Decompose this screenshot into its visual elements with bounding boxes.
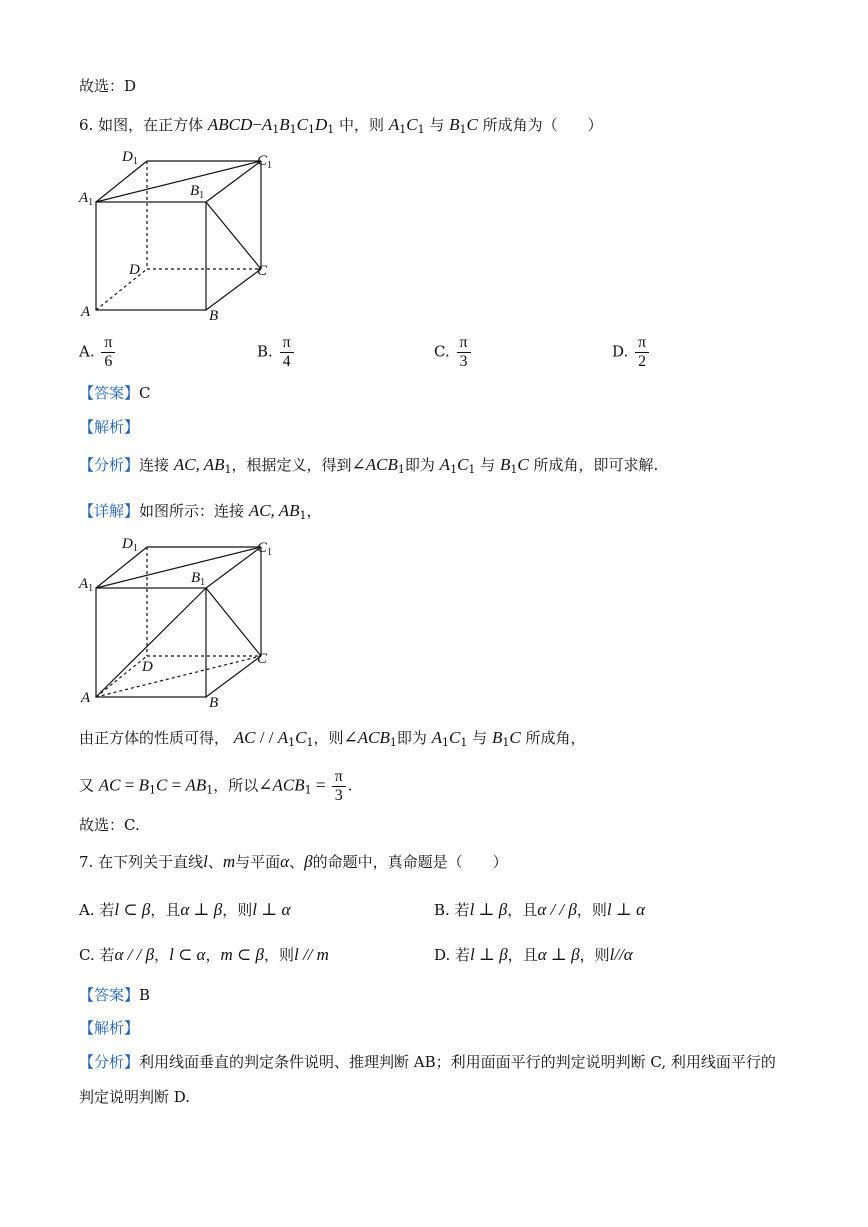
label-a: A: [81, 690, 91, 706]
diagonal-ab1: [96, 588, 206, 697]
edge-b1c1: [206, 547, 261, 588]
option-7-a[interactable]: A. 若l ⊂ β，且α ⊥ β，则l ⊥ α: [79, 900, 291, 919]
option-6-a[interactable]: A. $\frac{\pi}{6}$: [79, 334, 117, 371]
diagonal-b1c: [206, 588, 261, 656]
xiangjie-6: 【详解】如图所示：连接 AC, $AB_1$，: [79, 501, 322, 522]
fenxi-7-line-1: 【分析】利用线面垂直的判定条件说明、推理判断 AB；利用面面平行的判定说明判断 C, 利用线面平行的: [79, 1053, 776, 1071]
option-6-b[interactable]: B. $\frac{\pi}{4}$: [257, 334, 296, 371]
label-b: B: [209, 695, 219, 711]
answer-6: 【答案】C: [79, 384, 151, 402]
question-7-stem: 7. 在下列关于直线l、m与平面α、β的命题中，真命题是（ ）: [79, 852, 508, 871]
label-b1: $B_1$: [190, 183, 205, 201]
property-line: 由正方体的性质可得， AC / / $A_1C_1$，则$\angle ACB_1$即为 $A_1C_1$ 与 $B_1C$ 所成角，: [79, 728, 586, 749]
cube-figure-1: [76, 148, 286, 323]
option-6-c[interactable]: C. $\frac{\pi}{3}$: [434, 334, 473, 371]
option-7-b[interactable]: B. 若l ⊥ β，且α / / β，则l ⊥ α: [434, 900, 646, 919]
guxuan-6: 故选：C.: [79, 816, 140, 834]
label-d: D: [129, 262, 140, 278]
label-b: B: [209, 308, 219, 323]
edge-bc: [206, 656, 261, 697]
fenxi-6: 【分析】连接 AC, $AB_1$，根据定义，得到$\angle ACB_1$即为 $A_1C_1$ 与 $B_1C$ 所成角，即可求解.: [79, 455, 659, 476]
diagonal-b1c: [206, 202, 261, 269]
label-a1: $A_1$: [79, 190, 94, 208]
front-face: [96, 202, 206, 310]
option-6-d[interactable]: D. $\frac{\pi}{2}$: [612, 334, 651, 371]
edge-b1c1: [206, 161, 261, 202]
label-c1: $C_1$: [257, 540, 273, 558]
analysis-heading-7: 【解析】: [79, 1019, 140, 1037]
cube-figure-2: [76, 534, 286, 714]
label-a: A: [81, 304, 91, 320]
label-c: C: [257, 263, 268, 279]
label-d: D: [142, 659, 153, 675]
answer-7: 【答案】B: [79, 986, 151, 1004]
equation-line: 又 AC = $B_1C = AB_1$，所以$\angle ACB_1$ = $\frac{\pi}{3}$ .: [79, 768, 353, 804]
question-6-stem: 6. 如图，在正方体 $ABCD-A_1B_1C_1D_1$ 中，则 $A_1C_1$ 与 $B_1C$ 所成角为（ ）: [79, 115, 603, 136]
label-a1: $A_1$: [79, 576, 94, 594]
label-c1: $C_1$: [257, 153, 273, 171]
prev-answer-line: 故选：D: [79, 77, 137, 95]
option-7-c[interactable]: C. 若α / / β，l ⊂ α，m ⊂ β，则l // m: [79, 945, 329, 964]
label-d1: $D_1$: [122, 149, 138, 167]
edge-bc: [206, 269, 261, 310]
analysis-heading-6: 【解析】: [79, 418, 140, 436]
label-d1: $D_1$: [122, 536, 138, 554]
label-b1: $B_1$: [191, 570, 206, 588]
fenxi-7-line-2: 判定说明判断 D.: [79, 1088, 191, 1106]
label-c: C: [257, 651, 268, 667]
option-7-d[interactable]: D. 若l ⊥ β，且α ⊥ β，则l//α: [434, 945, 633, 964]
